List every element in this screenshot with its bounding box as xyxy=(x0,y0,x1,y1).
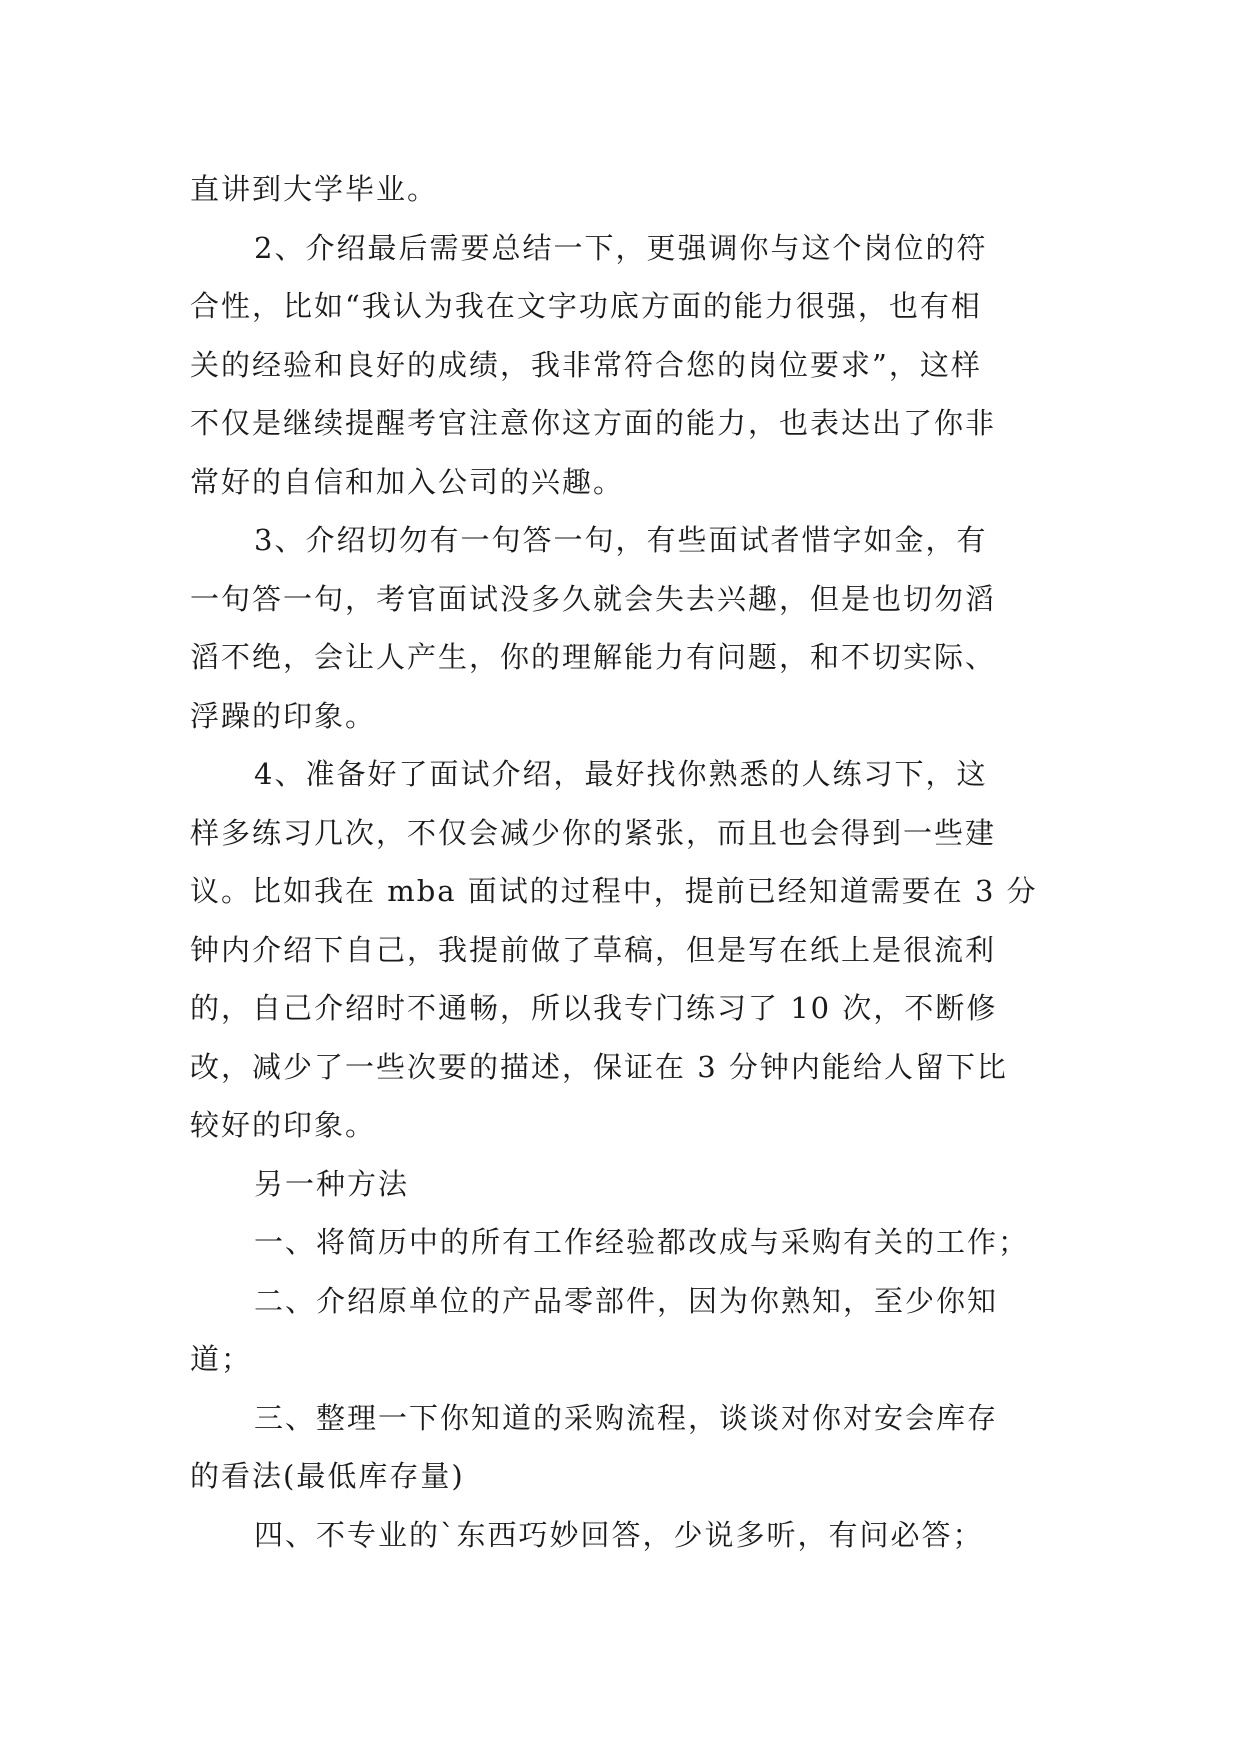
text-line: 关的经验和良好的成绩，我非常符合您的岗位要求”，这样 xyxy=(190,347,982,382)
section-heading: 另一种方法 xyxy=(254,1166,410,1201)
document-body xyxy=(190,160,1060,1564)
text-line: 二、介绍原单位的产品零部件，因为你熟知，至少你知 xyxy=(254,1283,999,1318)
text-line: 一句答一句，考官面试没多久就会失去兴趣，但是也切勿滔 xyxy=(190,581,997,616)
text-line: 的看法(最低库存量) xyxy=(190,1459,465,1493)
text-line: 常好的自信和加入公司的兴趣。 xyxy=(190,464,625,499)
text-line: 较好的印象。 xyxy=(190,1108,377,1142)
text-line: 四、不专业的`东西巧妙回答，少说多听，有问必答； xyxy=(254,1517,984,1552)
text-line: 滔不绝，会让人产生，你的理解能力有问题，和不切实际、 xyxy=(190,640,997,674)
text-line: 钟内介绍下自己，我提前做了草稿，但是写在纸上是很流利 xyxy=(190,932,997,967)
text-line: 4、准备好了面试介绍，最好找你熟悉的人练习下，这 xyxy=(254,757,988,791)
text-line: 道； xyxy=(190,1342,253,1376)
text-line: 2、介绍最后需要总结一下，更强调你与这个岗位的符 xyxy=(254,230,988,265)
text-line: 直讲到大学毕业。 xyxy=(190,172,439,206)
text-line: 3、介绍切勿有一句答一句，有些面试者惜字如金，有 xyxy=(254,523,988,557)
text-line: 三、整理一下你知道的采购流程，谈谈对你对安会库存 xyxy=(254,1400,999,1435)
text-line: 样多练习几次，不仅会减少你的紧张，而且也会得到一些建 xyxy=(190,815,997,850)
text-line: 改，减少了一些次要的描述，保证在 3 分钟内能给人留下比 xyxy=(190,1049,1008,1084)
text-line: 浮躁的印象。 xyxy=(190,698,377,733)
text-line: 合性，比如“我认为我在文字功底方面的能力很强，也有相 xyxy=(190,289,982,323)
text-line: 一、将简历中的所有工作经验都改成与采购有关的工作； xyxy=(254,1225,1030,1259)
text-line: 的，自己介绍时不通畅，所以我专门练习了 10 次，不断修 xyxy=(190,991,998,1025)
text-line: 不仅是继续提醒考官注意你这方面的能力，也表达出了你非 xyxy=(190,406,997,440)
text-line: 议。比如我在 mba 面试的过程中，提前已经知道需要在 3 分 xyxy=(190,874,1038,908)
